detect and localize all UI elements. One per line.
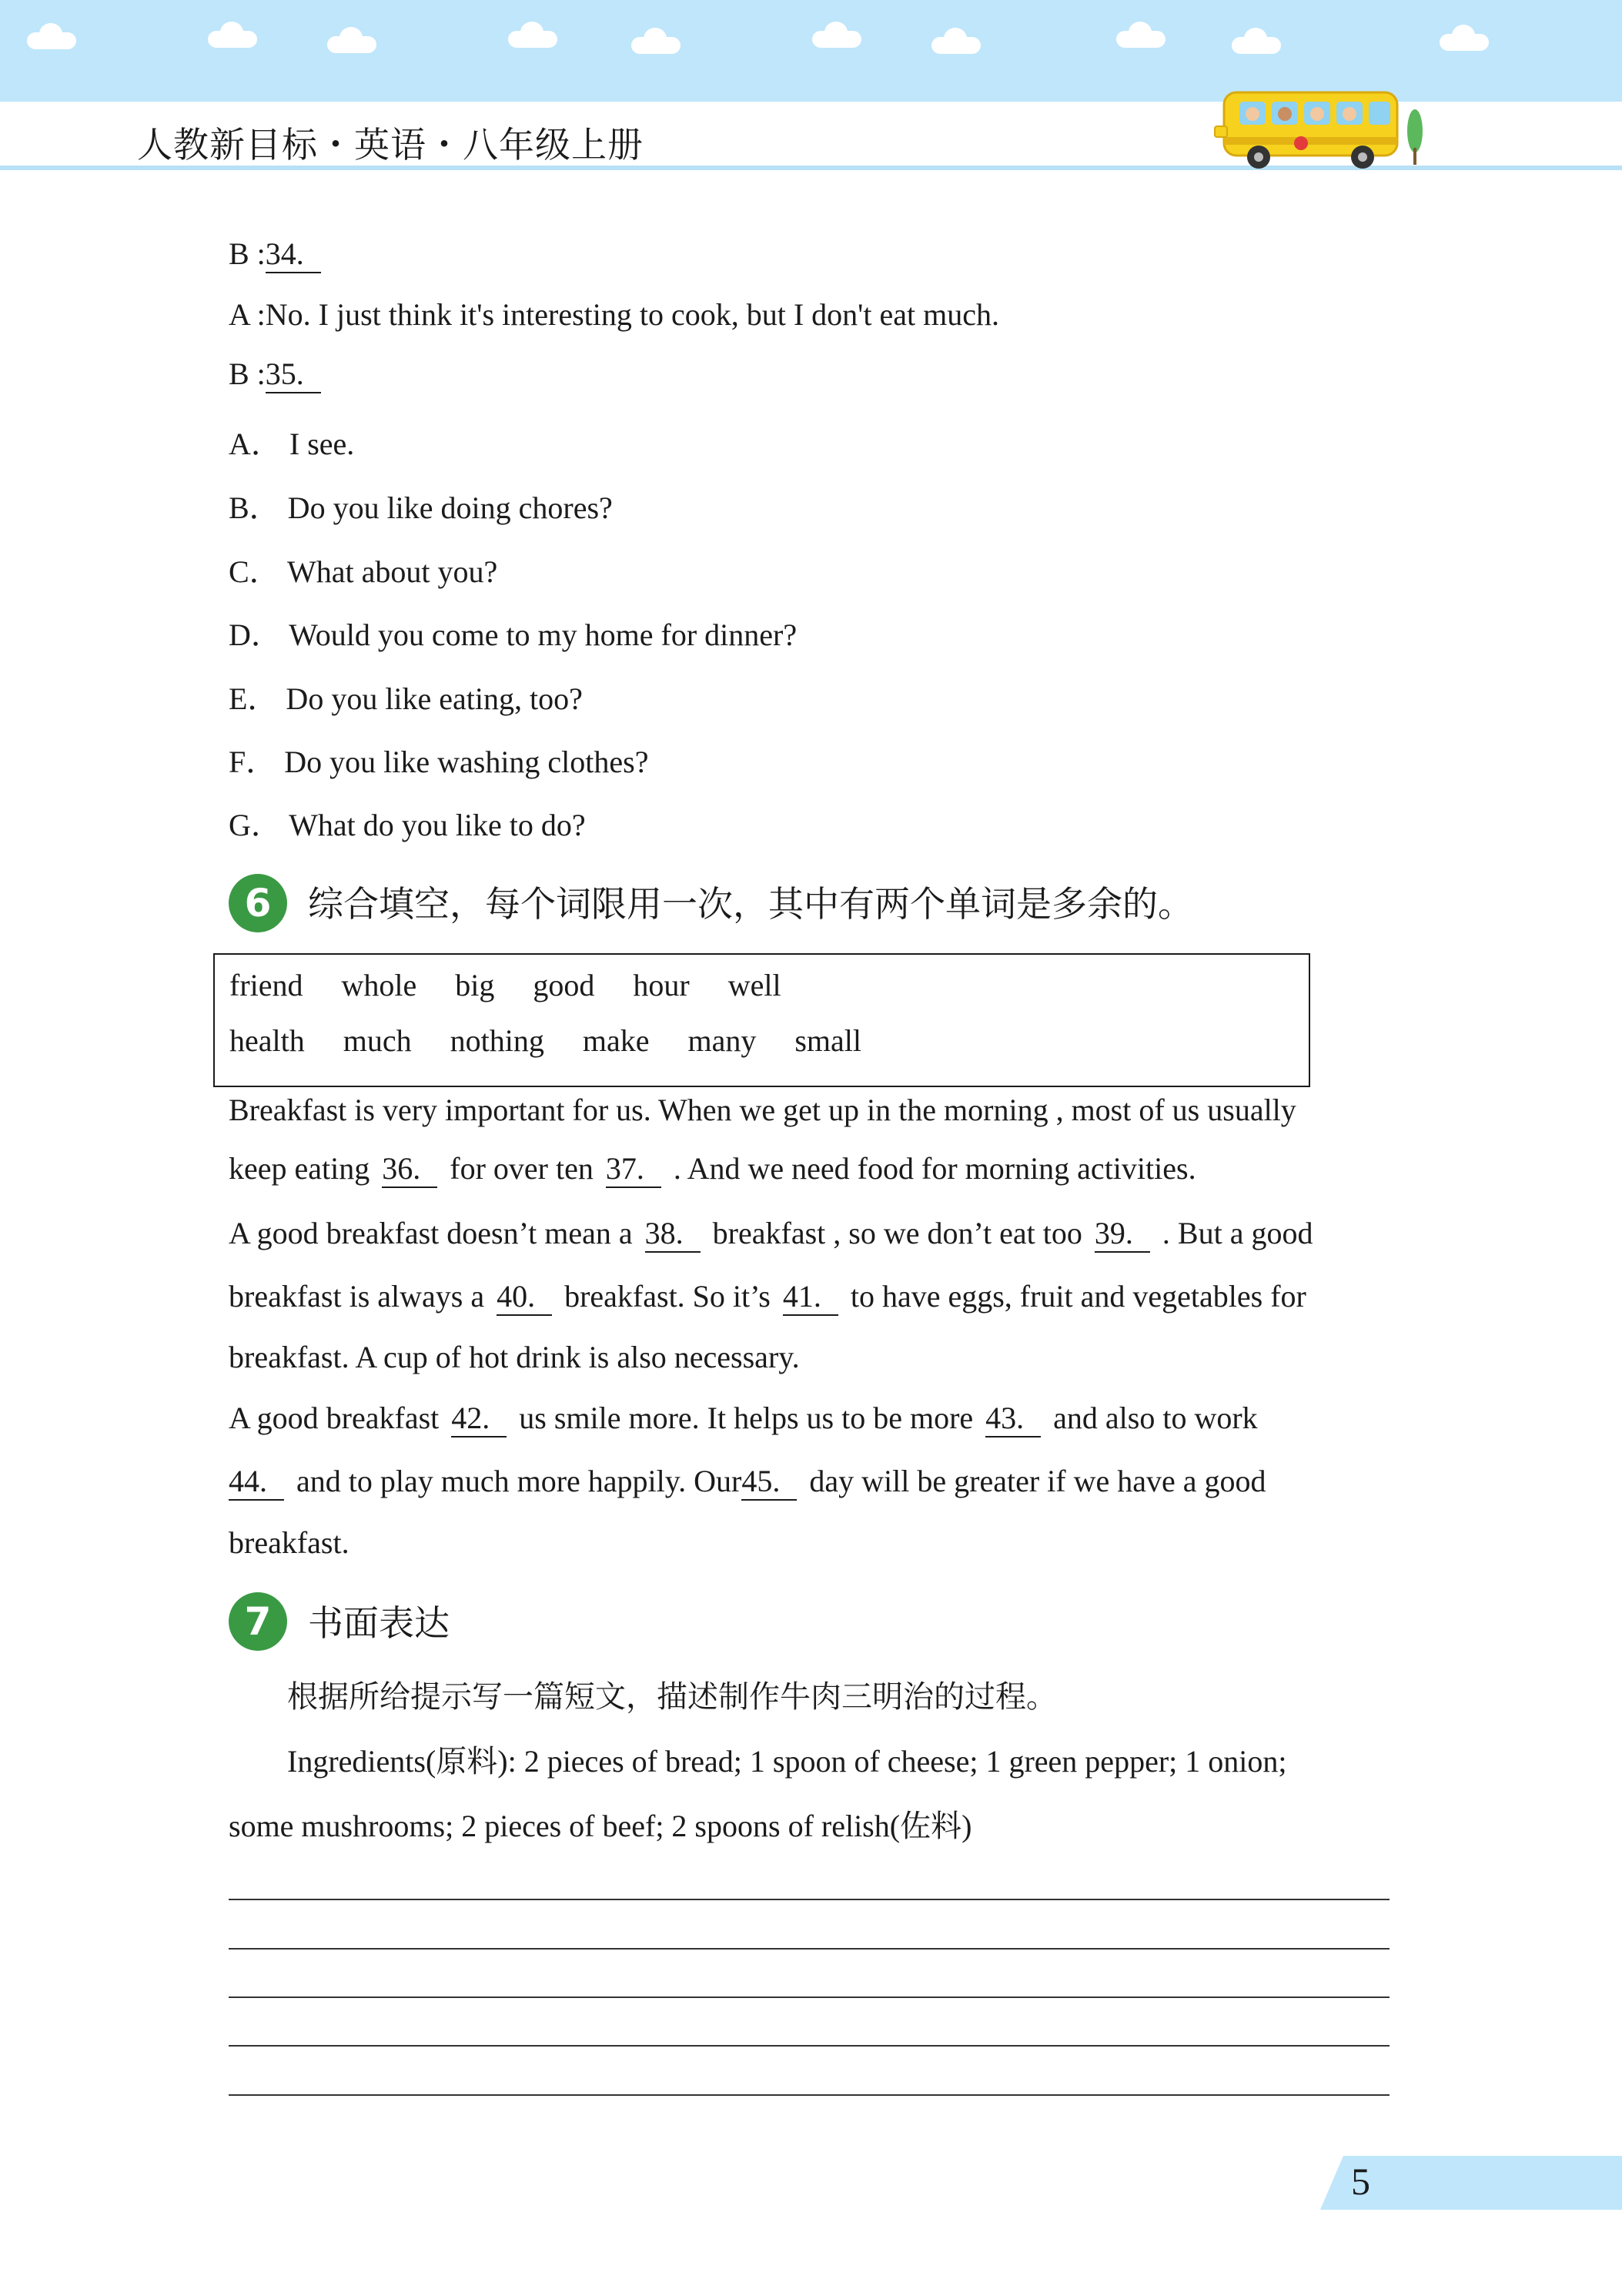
passage-text: breakfast , so we don’t eat too <box>712 1216 1082 1250</box>
option-c: C． What about you? <box>229 554 498 589</box>
cloud-icon <box>1116 22 1165 48</box>
cloud-icon <box>931 28 981 54</box>
answer-blank-34[interactable]: 34. <box>266 236 321 273</box>
cloud-icon <box>508 22 557 48</box>
speaker-label: B : <box>229 236 266 271</box>
passage-text: A good breakfast <box>229 1401 440 1435</box>
passage-text: for over ten <box>450 1151 594 1186</box>
word-bank-item: friend <box>229 968 303 1002</box>
section-number-badge: 7 <box>229 1592 287 1651</box>
passage-text: to have eggs, fruit and vegetables for <box>850 1279 1306 1314</box>
passage-text: and also to work <box>1053 1401 1258 1435</box>
ingredients-line: some mushrooms; 2 pieces of beef; 2 spoons of relish(佐料) <box>229 1809 972 1843</box>
answer-blank-36[interactable]: 36. <box>382 1150 437 1188</box>
page-number: 5 <box>1351 2160 1370 2203</box>
passage-text: keep eating <box>229 1151 370 1186</box>
passage-line: Breakfast is very important for us. When we get up in the morning , most of us usually <box>229 1093 1296 1127</box>
passage-text: and to play much more happily. Our <box>296 1464 742 1498</box>
word-bank <box>213 953 1310 1087</box>
passage-line <box>229 1150 1196 1188</box>
writing-instruction: 根据所给提示写一篇短文，描述制作牛肉三明治的过程。 <box>287 1679 1057 1715</box>
word-bank-item: much <box>343 1023 412 1058</box>
passage-line <box>229 1215 1313 1253</box>
word-bank-item: big <box>455 968 495 1002</box>
answer-blank-38[interactable]: 38. <box>645 1215 701 1253</box>
passage-text: breakfast is always a <box>229 1279 485 1314</box>
answer-blank-43[interactable]: 43. <box>985 1400 1041 1438</box>
word-bank-item: many <box>687 1023 757 1058</box>
cloud-icon <box>812 22 861 48</box>
passage-line: breakfast. <box>229 1525 349 1560</box>
option-e: E． Do you like eating, too? <box>229 681 583 716</box>
cloud-icon <box>1232 28 1281 54</box>
passage-line <box>229 1400 1258 1438</box>
word-bank-item: hour <box>633 968 690 1002</box>
answer-blank-37[interactable]: 37. <box>606 1150 661 1188</box>
ingredients-line: Ingredients(原料): 2 pieces of bread; 1 spoon of cheese; 1 green pepper; 1 onion; <box>287 1744 1287 1779</box>
word-bank-item: nothing <box>450 1023 544 1058</box>
cloud-icon <box>27 23 76 49</box>
passage-text: . But a good <box>1162 1216 1313 1250</box>
passage-line: breakfast. A cup of hot drink is also necessary. <box>229 1340 800 1374</box>
word-bank-item: small <box>794 1023 862 1058</box>
word-bank-item: make <box>582 1023 650 1058</box>
passage-line <box>229 1278 1306 1316</box>
word-bank-row <box>229 1022 892 1059</box>
option-f: F． Do you like washing clothes? <box>229 745 649 779</box>
word-bank-row <box>229 967 812 1003</box>
dialogue-line-b34 <box>229 236 326 273</box>
word-bank-item: health <box>229 1023 305 1058</box>
word-bank-item: whole <box>341 968 417 1002</box>
passage-line <box>229 1463 1266 1501</box>
school-bus-icon <box>1209 77 1432 173</box>
writing-line[interactable] <box>229 2045 1390 2047</box>
answer-blank-42[interactable]: 42. <box>451 1400 507 1438</box>
option-d: D． Would you come to my home for dinner? <box>229 618 798 652</box>
cloud-icon <box>631 28 681 54</box>
passage-text: . And we need food for morning activities. <box>673 1151 1196 1186</box>
cloud-icon <box>1440 25 1489 51</box>
answer-blank-40[interactable]: 40. <box>497 1278 552 1316</box>
passage-text: day will be greater if we have a good <box>809 1464 1266 1498</box>
dialogue-line-a <box>229 296 999 333</box>
passage-text: breakfast. So it’s <box>564 1279 771 1314</box>
answer-blank-39[interactable]: 39. <box>1095 1215 1150 1253</box>
dialogue-text: No. I just think it's interesting to cook, but I don't eat much. <box>265 297 999 332</box>
answer-blank-41[interactable]: 41. <box>783 1278 838 1316</box>
section-title: 综合填空，每个词限用一次，其中有两个单词是多余的。 <box>308 883 1193 925</box>
cloud-icon <box>208 22 257 48</box>
speaker-label: B : <box>229 356 266 391</box>
writing-line[interactable] <box>229 2094 1390 2096</box>
passage-text: us smile more. It helps us to be more <box>519 1401 974 1435</box>
cloud-icon <box>327 27 376 53</box>
book-title: 人教新目标・英语・八年级上册 <box>137 124 644 166</box>
section-number-badge: 6 <box>229 874 287 932</box>
section-title: 书面表达 <box>308 1602 450 1644</box>
writing-line[interactable] <box>229 1899 1390 1900</box>
answer-blank-44[interactable]: 44. <box>229 1463 284 1501</box>
answer-blank-35[interactable]: 35. <box>266 356 321 393</box>
writing-line[interactable] <box>229 1996 1390 1998</box>
option-g: G． What do you like to do? <box>229 808 586 842</box>
dialogue-line-b35 <box>229 356 326 393</box>
speaker-label: A : <box>229 297 266 332</box>
option-b: B． Do you like doing chores? <box>229 490 613 525</box>
answer-blank-45[interactable]: 45. <box>741 1463 797 1501</box>
option-a: A． I see. <box>229 427 355 461</box>
passage-text: A good breakfast doesn’t mean a <box>229 1216 633 1250</box>
word-bank-item: well <box>727 968 781 1002</box>
writing-line[interactable] <box>229 1948 1390 1950</box>
word-bank-item: good <box>533 968 595 1002</box>
